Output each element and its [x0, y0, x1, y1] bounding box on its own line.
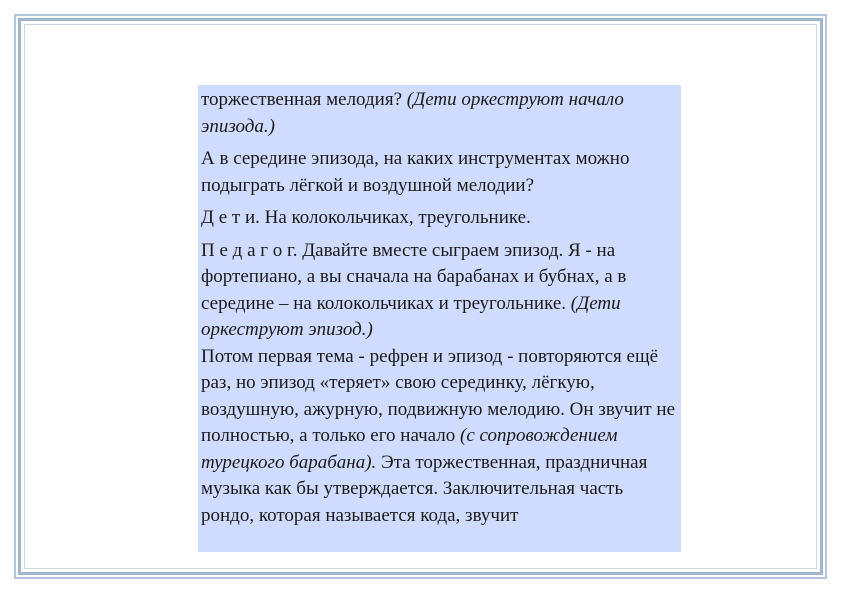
- paragraph-5: [201, 344, 678, 530]
- paragraph-3: [201, 205, 678, 232]
- paragraph-5-run-1: Потом первая тема - рефрен и эпизод - повторяются ещё раз, но эпизод «теряет» свою серединку, лёгкую, воздушную, ажурную, подвижную мелодию. Он звучит не полностью, а только его начало: [201, 345, 676, 446]
- paragraph-5-run-3: Эта торжественная, праздничная музыка как бы утверждается. Заключительная часть рондо, которая называется кода, звучит: [201, 451, 648, 526]
- paragraph-1-run-1: торжественная мелодия?: [201, 89, 407, 110]
- paragraph-4-run-1: П е д а г о г. Давайте вместе сыграем эпизод. Я - на фортепиано, а вы сначала на барабанах и бубнах, а в середине – на колокольчиках и треугольнике.: [201, 239, 627, 314]
- paragraph-3-run-1: Д е т и. На колокольчиках, треугольнике.: [201, 207, 531, 228]
- paragraph-4-run-2: (Дети оркеструют эпизод.): [201, 292, 621, 340]
- paragraph-1: [201, 87, 678, 140]
- text-block: [198, 85, 681, 552]
- paragraph-5-run-2: (с сопровождением турецкого барабана).: [201, 425, 618, 473]
- paragraph-4: [201, 238, 678, 344]
- paragraph-2-run-1: А в середине эпизода, на каких инструментах можно подыграть лёгкой и воздушной мелодии?: [201, 148, 630, 196]
- paragraph-1-run-2: (Дети оркеструют начало эпизода.): [201, 89, 624, 137]
- paragraph-2: [201, 146, 678, 199]
